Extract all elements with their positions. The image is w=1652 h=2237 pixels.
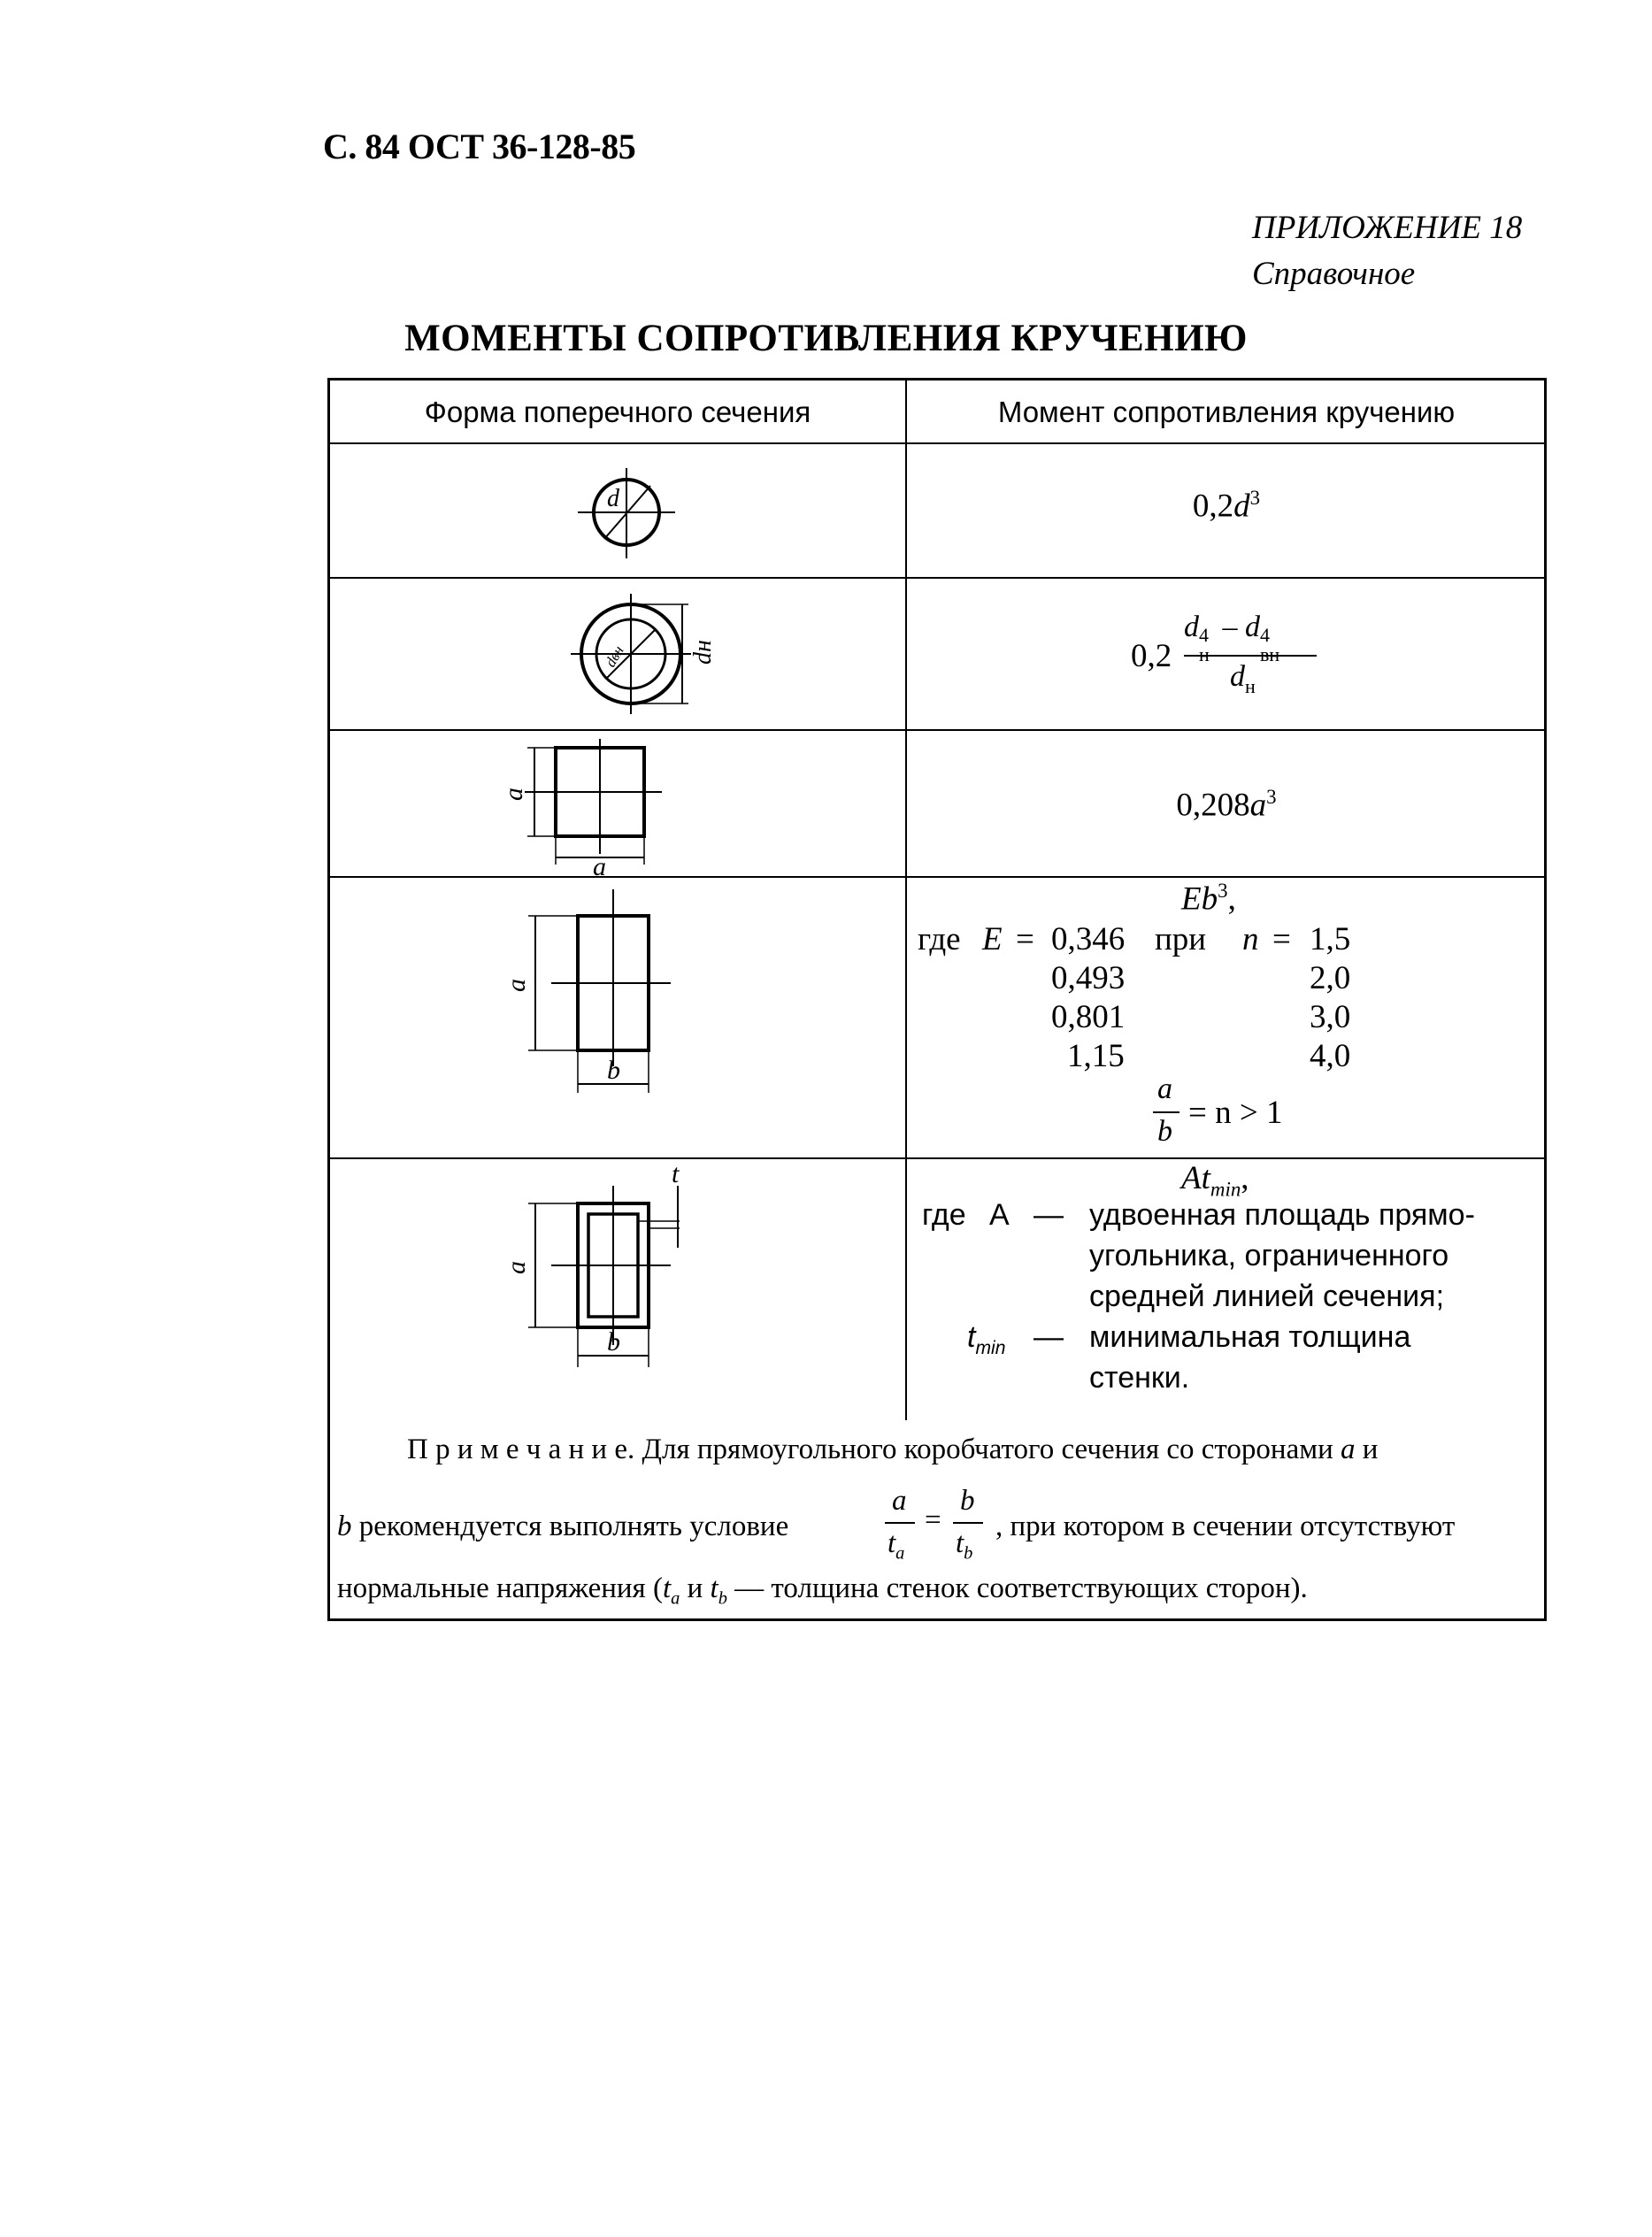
n-value: 4,0 (1310, 1038, 1351, 1074)
box-section-icon (502, 1159, 693, 1372)
fraction-bar (1153, 1111, 1179, 1113)
appendix-type: Справочное (1252, 256, 1416, 292)
coef-value: 1,15 (1067, 1038, 1125, 1074)
circle-icon (569, 466, 684, 564)
ring-icon (569, 590, 746, 719)
page-header: С. 84 ОСТ 36-128-85 (323, 127, 636, 166)
column-header-moment: Момент сопротивления кручению (997, 396, 1456, 428)
n-value: 1,5 (1310, 921, 1351, 957)
dim-label: dн (689, 640, 717, 665)
dim-label: b (607, 1056, 620, 1085)
a-description-line: угольника, ограниченного (1089, 1239, 1449, 1272)
dim-label: a (499, 788, 528, 801)
fraction-bar (953, 1522, 983, 1524)
n-value: 3,0 (1310, 999, 1351, 1035)
fraction-bar (1184, 655, 1317, 657)
dim-label: dвн (602, 642, 627, 670)
coef-value: 0,493 (1051, 960, 1126, 996)
dim-label: b (607, 1327, 620, 1357)
t-description-line: минимальная толщина (1089, 1320, 1411, 1354)
formula-square: $0,208a^3$ (1176, 786, 1277, 824)
appendix-label-block (1252, 205, 1522, 297)
dim-label: d (607, 485, 619, 512)
square-icon (499, 739, 671, 881)
appendix-label: ПРИЛОЖЕНИЕ 18 (1252, 210, 1523, 246)
n-value: 2,0 (1310, 960, 1351, 996)
column-divider (905, 381, 907, 1420)
torsion-table: Форма поперечного сечения Момент сопротивления кручению d $0,2d^3$ dн dвн 0,2 d 4 н – d 4 вн $d_н$ a a $0,208a^3$ a b Eb$^3$, где E = 0,346 при n = 1,5 0,493 2,0 0,801 3,0 1,15 4,0 a b = n > 1 a b t $At_{min}$, где А — удвоенная площадь прямо- угольника, ограниченного средней линией сечения; $t_{min}$ — минимальная толщина стенки. П р и м е ч а н и е. Для прямоугольного коробчатого сечения со сторонами a и b рекомендуется выполнять условие a $t_a$ = b $t_b$ , при котором в сечении отсутствуют нормальные напряжения ($t_a$ и $t_b$ — толщина стенок соответствующих сторон). (327, 378, 1547, 1621)
dim-label: t (672, 1159, 680, 1188)
row-divider (330, 729, 1544, 731)
dim-label: a (502, 979, 531, 992)
a-description-line: удвоенная площадь прямо- (1089, 1198, 1475, 1232)
dim-label: a (502, 1261, 531, 1274)
document-title: МОМЕНТЫ СОПРОТИВЛЕНИЯ КРУЧЕНИЮ (404, 318, 1248, 359)
a-description-line: средней линией сечения; (1089, 1280, 1445, 1313)
t-description-line: стенки. (1089, 1361, 1190, 1395)
row-divider (330, 876, 1544, 878)
coef-value: 0,346 (1051, 921, 1126, 957)
fraction-bar (885, 1522, 915, 1524)
rectangle-icon (502, 889, 684, 1102)
formula-circle: $0,2d^3$ (1192, 487, 1261, 525)
row-divider (330, 1157, 1544, 1159)
column-header-shape: Форма поперечного сечения (424, 396, 811, 428)
dim-label: a (593, 852, 606, 881)
row-divider (330, 577, 1544, 579)
formula-ring: 0,2 d 4 н – d 4 вн $d_н$ (1131, 611, 1396, 717)
coef-value: 0,801 (1051, 999, 1126, 1035)
